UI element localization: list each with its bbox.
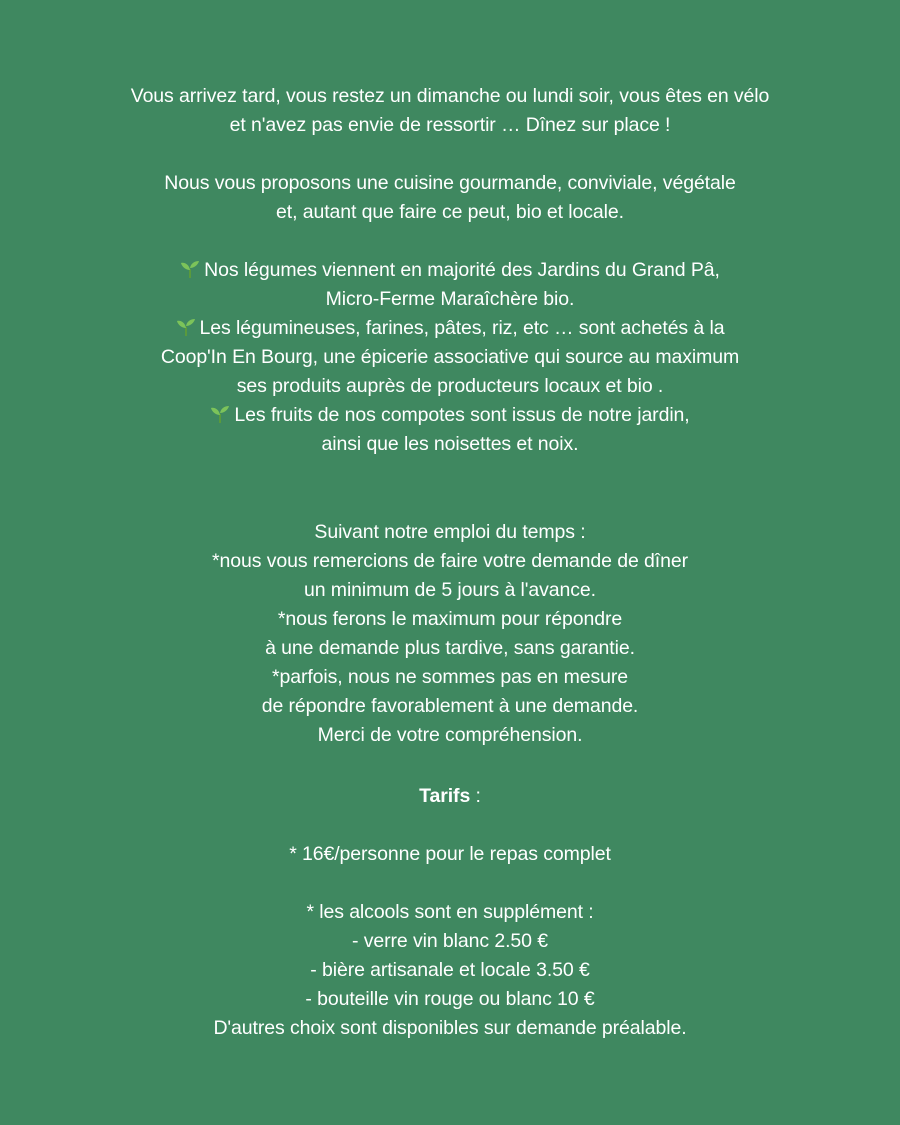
source-item-vegetables (0, 256, 900, 285)
source-text: Nos légumes viennent en majorité des Jardins du Grand Pâ, (204, 259, 720, 281)
price-line: * 16€/personne pour le repas complet (289, 843, 611, 865)
seedling-icon (210, 404, 230, 424)
source-text: ses produits auprès de producteurs locaux et bio . (236, 375, 664, 397)
intro-line: et n'avez pas envie de ressortir … Dînez sur place ! (229, 114, 671, 136)
cuisine-section (0, 169, 900, 227)
seedling-icon (176, 317, 196, 337)
tarifs-title-suffix: : (470, 785, 481, 807)
seedling-icon (180, 259, 200, 279)
schedule-line: de répondre favorablement à une demande. (261, 695, 639, 717)
intro-section (0, 82, 900, 140)
schedule-section (0, 518, 900, 750)
price-line: * les alcools sont en supplément : (306, 901, 594, 923)
tarifs-title (0, 782, 900, 811)
price-line: - bouteille vin rouge ou blanc 10 € (305, 988, 595, 1010)
schedule-line: Suivant notre emploi du temps : (314, 521, 586, 543)
source-item-fruits (0, 401, 900, 430)
schedule-line: *parfois, nous ne sommes pas en mesure (271, 666, 629, 688)
schedule-line: à une demande plus tardive, sans garantie. (265, 637, 635, 659)
cuisine-line: et, autant que faire ce peut, bio et locale. (276, 201, 624, 223)
source-item-legumes (0, 314, 900, 343)
tarifs-alcohol (0, 898, 900, 1043)
source-text: Micro-Ferme Maraîchère bio. (325, 288, 575, 310)
source-text: Les fruits de nos compotes sont issus de notre jardin, (234, 404, 690, 426)
schedule-line: *nous vous remercions de faire votre demande de dîner (212, 550, 688, 572)
tarifs-meal (0, 840, 900, 869)
price-line: - bière artisanale et locale 3.50 € (310, 959, 590, 981)
source-text: ainsi que les noisettes et noix. (321, 433, 579, 455)
source-text: Les légumineuses, farines, pâtes, riz, etc … sont achetés à la (199, 317, 725, 339)
intro-line: Vous arrivez tard, vous restez un dimanche ou lundi soir, vous êtes en vélo (130, 85, 770, 107)
source-text: Coop'In En Bourg, une épicerie associative qui source au maximum (160, 346, 740, 368)
schedule-line: *nous ferons le maximum pour répondre (277, 608, 623, 630)
tarifs-heading (0, 782, 900, 811)
price-line: D'autres choix sont disponibles sur demande préalable. (213, 1017, 687, 1039)
schedule-line: un minimum de 5 jours à l'avance. (304, 579, 596, 601)
cuisine-line: Nous vous proposons une cuisine gourmande, conviviale, végétale (164, 172, 736, 194)
sources-section (0, 256, 900, 459)
tarifs-title-text: Tarifs (419, 785, 471, 807)
schedule-line: Merci de votre compréhension. (317, 724, 583, 746)
price-line: - verre vin blanc 2.50 € (352, 930, 548, 952)
